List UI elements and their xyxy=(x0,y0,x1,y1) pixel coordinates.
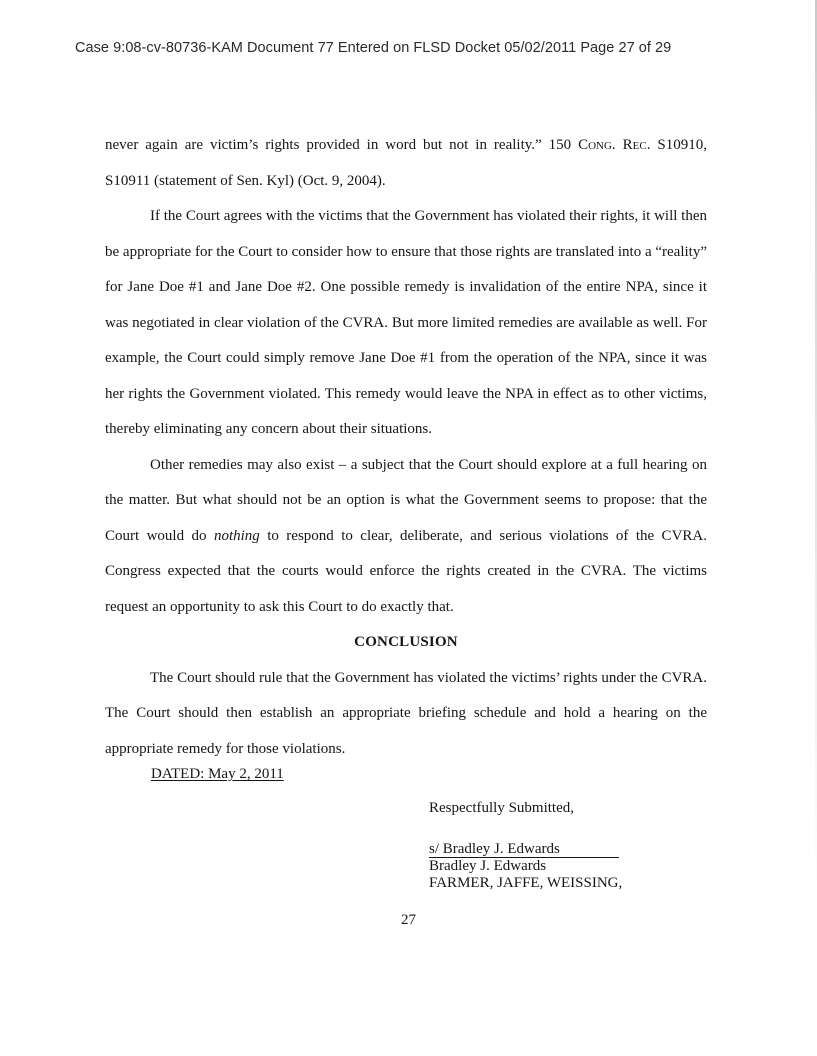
firm-name: FARMER, JAFFE, WEISSING, xyxy=(429,875,623,891)
paragraph-conclusion: The Court should rule that the Government has violated the victims’ rights under the CVRA. The Court should then establish an appropriate briefing schedule and hold a hearing on the appropriate remedy for those violations. xyxy=(105,669,707,757)
paragraph-remedy: If the Court agrees with the victims that the Government has violated their rights, it will then be appropriate for the Court to consider how to ensure that those rights are translated into a “reality” for Jane Doe #1 and Jane Doe #2. One possible remedy is invalidation of the entire NPA, since it was negotiated in clear violation of the CVRA. But more limited remedies are available as well. For example, the Court could simply remove Jane Doe #1 from the operation of the NPA, since it was her rights the Government violated. This remedy would leave the NPA in effect as to other victims, thereby eliminating any concern about their situations. xyxy=(105,208,707,437)
dated-line: DATED: May 2, 2011 xyxy=(151,766,284,782)
electronic-signature: s/ Bradley J. Edwards xyxy=(429,842,619,858)
paragraph-continuation: never again are victim’s rights provided in word but not in reality.” 150 Cong. Rec. S10910, S10911 (statement of Sen. Kyl) (Oct. 9, 2004). xyxy=(105,137,708,189)
case-header: Case 9:08-cv-80736-KAM Document 77 Entered on FLSD Docket 05/02/2011 Page 27 of 29 xyxy=(75,40,672,56)
paragraph-other-remedies: Other remedies may also exist – a subject that the Court should explore at a full hearing on the matter. But what should not be an option is what the Government seems to propose: that the Court would do nothing to respond to clear, deliberate, and serious violations of the CVRA. Congress expected that the courts would enforce the rights created in the CVRA. The victims request an opportunity to ask this Court to do exactly that. xyxy=(105,456,707,615)
page-number: 27 xyxy=(401,912,416,928)
signer-name: Bradley J. Edwards xyxy=(429,858,547,874)
signature-closing: Respectfully Submitted, xyxy=(429,800,574,816)
citation-cong-rec: Cong. Rec. xyxy=(578,137,651,153)
document-body xyxy=(105,128,707,767)
conclusion-heading: CONCLUSION xyxy=(354,634,458,650)
signature-block xyxy=(429,800,622,892)
emphasis-nothing: nothing xyxy=(213,527,260,544)
